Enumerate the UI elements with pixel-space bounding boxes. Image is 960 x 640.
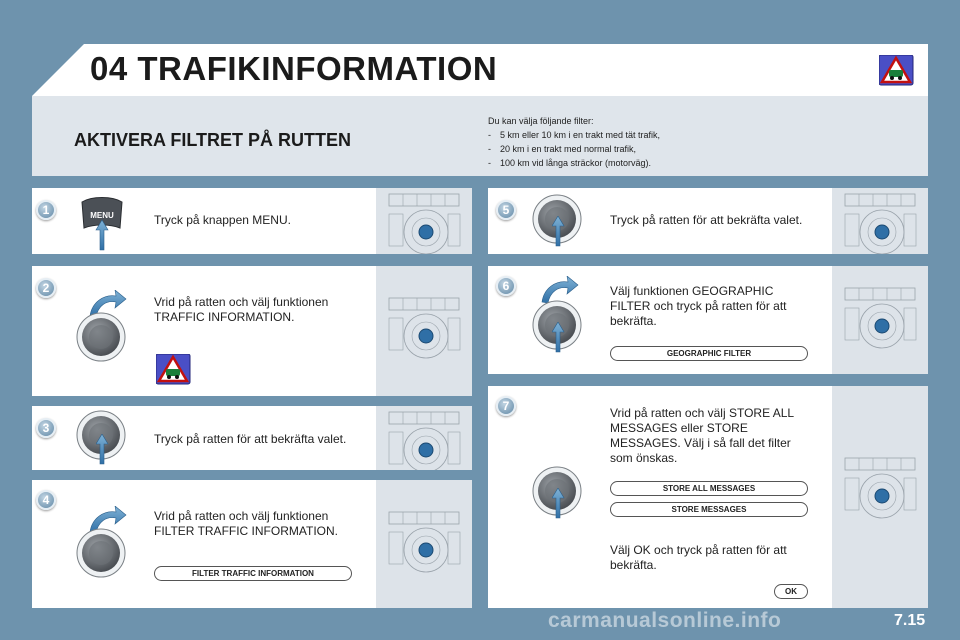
radio-panel-icon bbox=[386, 406, 466, 470]
store-all-messages-option[interactable]: STORE ALL MESSAGES bbox=[610, 481, 808, 496]
filter-option: - 5 km eller 10 km i en trakt med tät trafik, bbox=[488, 128, 660, 142]
step-text: Tryck på ratten för att bekräfta valet. bbox=[154, 432, 347, 446]
traffic-warning-icon bbox=[156, 354, 192, 386]
step-text: Vrid på ratten och välj funktionen TRAFFIC INFORMATION. bbox=[154, 295, 329, 324]
filter-options bbox=[488, 114, 660, 170]
radio-panel-icon bbox=[842, 188, 922, 254]
traffic-warning-icon bbox=[879, 55, 915, 87]
step-text: Tryck på knappen MENU. bbox=[154, 213, 291, 227]
step-text: Vrid på ratten och välj STORE ALL MESSAGES eller STORE MESSAGES. Välj i så fall det filter som önskas. bbox=[610, 406, 794, 465]
step-number: 2 bbox=[36, 278, 56, 298]
section-title: AKTIVERA FILTRET PÅ RUTTEN bbox=[74, 130, 351, 150]
radio-panel-icon bbox=[386, 188, 466, 254]
intro-section bbox=[32, 96, 928, 176]
step-5 bbox=[488, 188, 928, 254]
watermark: carmanualsonline.info bbox=[548, 609, 782, 632]
page-title: 04 TRAFIKINFORMATION bbox=[90, 50, 498, 87]
rotary-knob-icon bbox=[76, 312, 128, 364]
radio-panel-icon bbox=[842, 452, 922, 528]
filter-traffic-information-option[interactable]: FILTER TRAFFIC INFORMATION bbox=[154, 566, 352, 581]
page-header bbox=[32, 44, 928, 96]
radio-panel-icon bbox=[386, 292, 466, 368]
step-7 bbox=[488, 386, 928, 608]
step-text-confirm: Välj OK och tryck på ratten för att bekräfta. bbox=[610, 543, 787, 572]
menu-key-icon bbox=[76, 194, 126, 252]
radio-panel-icon bbox=[386, 506, 466, 582]
step-text: Välj funktionen GEOGRAPHIC FILTER och tryck på ratten för att bekräfta. bbox=[610, 284, 787, 328]
step-number: 3 bbox=[36, 418, 56, 438]
ok-option[interactable]: OK bbox=[774, 584, 808, 599]
step-number: 5 bbox=[496, 200, 516, 220]
intro-lead: Du kan välja följande filter: bbox=[488, 116, 594, 126]
step-4 bbox=[32, 480, 472, 608]
filter-option: - 100 km vid långa sträckor (motorväg). bbox=[488, 156, 660, 170]
step-text: Tryck på ratten för att bekräfta valet. bbox=[610, 213, 803, 227]
step-6 bbox=[488, 266, 928, 374]
step-2 bbox=[32, 266, 472, 396]
step-number: 6 bbox=[496, 276, 516, 296]
filter-option: - 20 km i en trakt med normal trafik, bbox=[488, 142, 660, 156]
store-messages-option[interactable]: STORE MESSAGES bbox=[610, 502, 808, 517]
radio-panel-icon bbox=[842, 282, 922, 358]
push-arrow-icon bbox=[552, 322, 566, 354]
step-number: 4 bbox=[36, 490, 56, 510]
page-number: 7.15 bbox=[894, 612, 926, 629]
step-number: 1 bbox=[36, 200, 56, 220]
step-text: Vrid på ratten och välj funktionen FILTER TRAFFIC INFORMATION. bbox=[154, 509, 338, 538]
push-arrow-icon bbox=[96, 434, 110, 466]
step-number: 7 bbox=[496, 396, 516, 416]
step-3 bbox=[32, 406, 472, 470]
rotary-knob-icon bbox=[76, 528, 128, 580]
menu-key-label: MENU bbox=[90, 211, 114, 220]
push-arrow-icon bbox=[552, 216, 566, 248]
step-1 bbox=[32, 188, 472, 254]
geographic-filter-option[interactable]: GEOGRAPHIC FILTER bbox=[610, 346, 808, 361]
push-arrow-icon bbox=[552, 488, 566, 520]
